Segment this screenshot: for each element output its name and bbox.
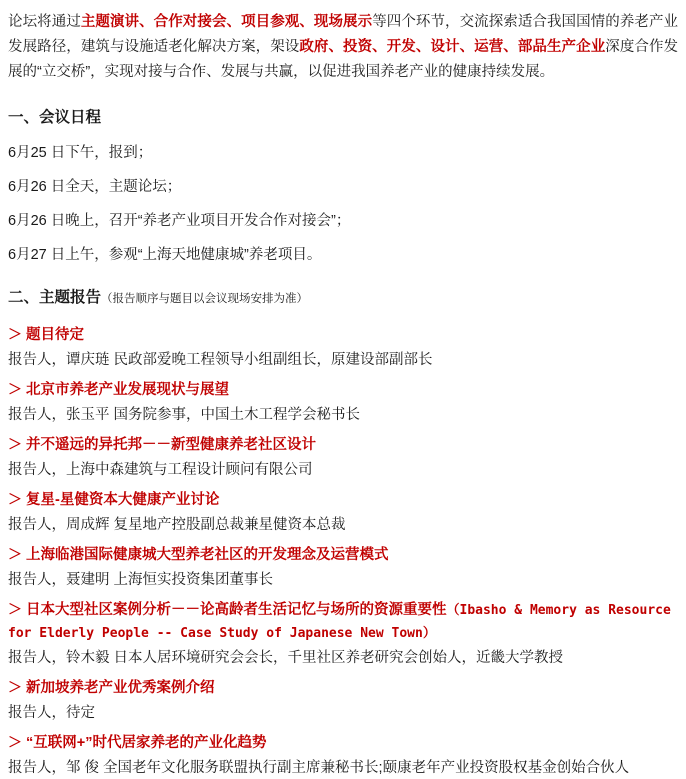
talk-title-row	[8, 543, 678, 567]
bullet-arrow-icon: ＞	[8, 326, 22, 342]
talk-speaker-row	[8, 404, 678, 426]
talk-speaker-row	[8, 702, 678, 724]
agenda-item: 6月26 日全天，主题论坛；	[8, 179, 182, 195]
talk-speaker-row	[8, 647, 678, 669]
talk-title-row	[8, 378, 678, 402]
reports-note-text: （报告顺序与题目以会议现场安排为准）	[101, 291, 309, 305]
speaker-label: 报告人，	[8, 760, 66, 776]
agenda-title-text: 一、会议日程	[8, 109, 102, 126]
talk-title: 复星-星健资本大健康产业讨论	[26, 492, 220, 508]
agenda-item: 6月26 日晚上，召开“养老产业项目开发合作对接会”；	[8, 213, 351, 229]
speaker-name: 谭庆琏 民政部爱晚工程领导小组副组长，原建设部副部长	[66, 352, 433, 368]
intro-highlight-3: 品生产企业	[532, 39, 606, 55]
talk-title: 北京市养老产业发展现状与展望	[26, 382, 229, 398]
section-heading-reports	[8, 287, 678, 309]
speaker-name: 铃木毅 日本人居环境研究会会长，千里社区养老研究会创始人，近畿大学教授	[66, 650, 564, 666]
speaker-name: 张玉平 国务院参事，中国土木工程学会秘书长	[66, 407, 361, 423]
intro-text-4: 深度合作发展的“立交桥”，实现对接与合作、发展与共赢，以促进我国养老产业	[8, 39, 679, 80]
talk-title-row	[8, 488, 678, 512]
speaker-label: 报告人，	[8, 352, 66, 368]
bullet-arrow-icon: ＞	[8, 491, 22, 507]
agenda-item: 6月27 日上午，参观“上海天地健康城”养老项目。	[8, 247, 322, 263]
speaker-name: 聂建明 上海恒实投资集团董事长	[66, 572, 274, 588]
talk-speaker-row	[8, 459, 678, 481]
talk-title: 日本大型社区案例分析－－论高龄者生活记忆与场所的资源重要性	[26, 602, 447, 618]
speaker-label: 报告人，	[8, 650, 66, 666]
speaker-label: 报告人，	[8, 572, 66, 588]
intro-highlight-2: 政府、投资、开发、设计、运营、部	[299, 39, 533, 55]
talk-title: 题目待定	[26, 327, 84, 343]
bullet-arrow-icon: ＞	[8, 601, 22, 617]
talk-title: “互联网+”时代居家养老的产业化趋势	[26, 735, 267, 751]
speaker-name: 邹 俊 全国老年文化服务联盟执行副主席兼秘书长;颐康老年产业投资股权基金创始合伙人	[66, 760, 630, 776]
intro-paragraph	[8, 10, 678, 85]
speaker-label: 报告人，	[8, 517, 66, 533]
speaker-name: 周成辉 复星地产控股副总裁兼星健资本总裁	[66, 517, 346, 533]
bullet-arrow-icon: ＞	[8, 381, 22, 397]
talk-title-row	[8, 676, 678, 700]
intro-text-3: 的养老产业发展路径，建筑与设施适老化解决方案，架设	[8, 14, 679, 55]
talk-title: 并不遥远的异托邦－－新型健康养老社区设计	[26, 437, 316, 453]
talk-title-row	[8, 323, 678, 347]
speaker-name: 上海中森建筑与工程设计顾问有限公司	[66, 462, 313, 478]
speaker-label: 报告人，	[8, 462, 66, 478]
bullet-arrow-icon: ＞	[8, 546, 22, 562]
talk-title: 新加坡养老产业优秀案例介绍	[26, 680, 215, 696]
speaker-label: 报告人，	[8, 705, 66, 721]
talk-title-row	[8, 598, 678, 645]
intro-highlight-1: 主题演讲、合作对接会、项目参观、现场展示	[80, 14, 373, 30]
talk-speaker-row	[8, 514, 678, 536]
intro-text-1: 论坛将通过	[8, 14, 81, 30]
agenda-item: 6月25 日下午，报到；	[8, 145, 153, 161]
talk-speaker-row	[8, 757, 678, 779]
speaker-name: 待定	[66, 705, 95, 721]
section-heading-agenda	[8, 107, 678, 129]
talk-title-english: （Ibasho & Memory as Resource for Elderly People -- Case Study of Japanese New Town）	[8, 603, 671, 641]
talk-title: 上海临港国际健康城大型养老社区的开发理念及运营模式	[26, 547, 389, 563]
talk-speaker-row	[8, 569, 678, 591]
intro-text-5: 的健康持续发展。	[438, 64, 555, 80]
talk-title-row	[8, 731, 678, 755]
bullet-arrow-icon: ＞	[8, 679, 22, 695]
reports-title-text: 二、主题报告	[8, 289, 102, 306]
speaker-label: 报告人，	[8, 407, 66, 423]
talk-title-row	[8, 433, 678, 457]
bullet-arrow-icon: ＞	[8, 734, 22, 750]
intro-text-2: 等四个环节，交流探索适合我国国情	[372, 14, 606, 30]
bullet-arrow-icon: ＞	[8, 436, 22, 452]
talk-speaker-row	[8, 349, 678, 371]
